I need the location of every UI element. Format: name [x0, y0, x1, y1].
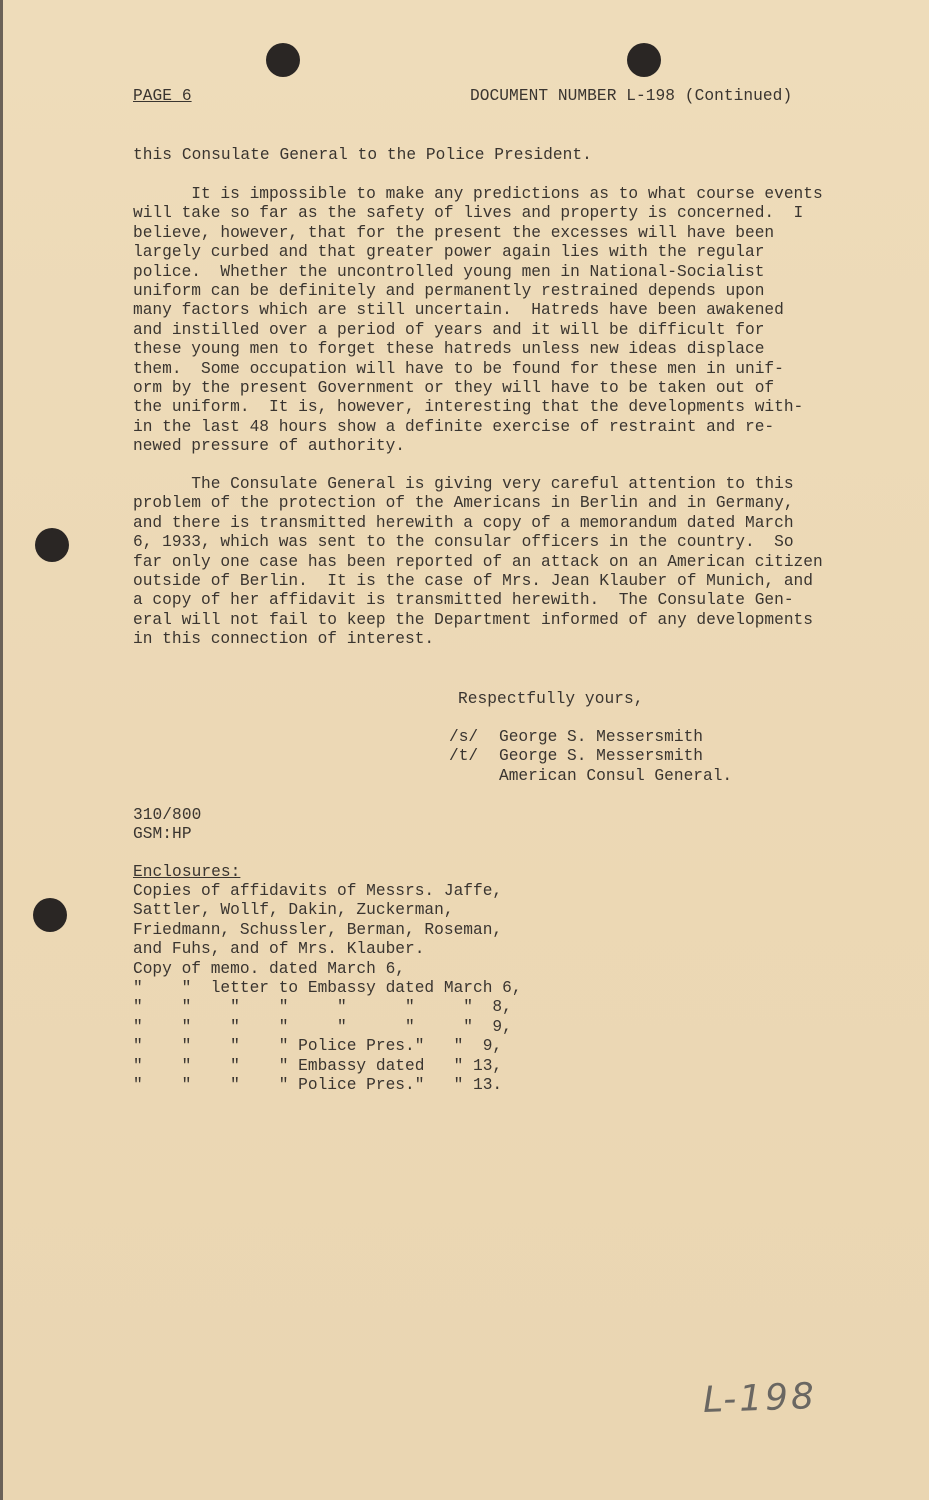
- punch-hole: [627, 43, 661, 77]
- text-line: outside of Berlin. It is the case of Mrs. Jean Klauber of Munich, and: [133, 571, 813, 590]
- enclosures-list: [133, 882, 522, 1095]
- signer-name-typed: George S. Messersmith: [499, 747, 703, 766]
- enclosure-item: Copies of affidavits of Messrs. Jaffe,: [133, 882, 503, 900]
- text-line: in this connection of interest.: [133, 630, 435, 649]
- enclosure-item: " " " " " " " 8,: [133, 998, 512, 1017]
- text-line: It is impossible to make any predictions as to what course events: [133, 185, 823, 203]
- signed-mark: /s/: [449, 728, 479, 746]
- text-line: 6, 1933, which was sent to the consular officers in the country. So: [133, 533, 794, 552]
- page-edge: [0, 0, 3, 1500]
- enclosure-item: " " " " Police Pres." " 9,: [133, 1037, 503, 1056]
- text-line: many factors which are still uncertain. Hatreds have been awakened: [133, 301, 784, 320]
- document-number: DOCUMENT NUMBER L-198 (Continued): [470, 87, 793, 105]
- signer-title: American Consul General.: [499, 766, 733, 785]
- enclosure-item: Sattler, Wollf, Dakin, Zuckerman,: [133, 901, 454, 920]
- text-line: will take so far as the safety of lives and property is concerned. I: [133, 204, 804, 223]
- enclosure-item: " " letter to Embassy dated March 6,: [133, 978, 522, 997]
- text-line: and instilled over a period of years and it will be difficult for: [133, 320, 765, 339]
- page-number: PAGE 6: [133, 87, 192, 105]
- enclosure-item: Copy of memo. dated March 6,: [133, 959, 405, 978]
- text-line: newed pressure of authority.: [133, 437, 405, 456]
- closing-salutation: Respectfully yours,: [458, 690, 644, 708]
- text-line: The Consulate General is giving very careful attention to this: [133, 475, 794, 493]
- typist-initials: GSM:HP: [133, 825, 192, 843]
- handwritten-annotation: L-198: [702, 1376, 818, 1421]
- typed-mark: /t/: [449, 747, 479, 766]
- text-line: police. Whether the uncontrolled young men in National-Socialist: [133, 262, 765, 281]
- enclosure-item: " " " " " " " 9,: [133, 1017, 512, 1036]
- enclosure-item: " " " " Embassy dated " 13,: [133, 1056, 503, 1075]
- file-number: 310/800: [133, 806, 202, 824]
- text-line: a copy of her affidavit is transmitted herewith. The Consulate Gen-: [133, 591, 794, 610]
- punch-hole: [266, 43, 300, 77]
- opening-line: this Consulate General to the Police President.: [133, 146, 592, 164]
- enclosure-item: Friedmann, Schussler, Berman, Roseman,: [133, 920, 503, 939]
- signature-block: [449, 728, 769, 788]
- enclosure-item: " " " " Police Pres." " 13.: [133, 1075, 503, 1094]
- paragraph-2: [133, 475, 823, 650]
- paragraph-1: [133, 185, 823, 456]
- text-line: them. Some occupation will have to be found for these men in unif-: [133, 359, 784, 378]
- signer-name: George S. Messersmith: [499, 728, 703, 746]
- signature-lines: [499, 728, 732, 786]
- signature-marks: [449, 728, 478, 767]
- enclosure-item: and Fuhs, and of Mrs. Klauber.: [133, 940, 425, 959]
- text-line: in the last 48 hours show a definite exercise of restraint and re-: [133, 417, 775, 436]
- text-line: problem of the protection of the Americans in Berlin and in Germany,: [133, 494, 794, 513]
- text-line: and there is transmitted herewith a copy of a memorandum dated March: [133, 513, 794, 532]
- text-line: uniform can be definitely and permanently restrained depends upon: [133, 281, 765, 300]
- text-line: orm by the present Government or they will have to be taken out of: [133, 378, 775, 397]
- punch-hole: [33, 898, 67, 932]
- text-line: largely curbed and that greater power again lies with the regular: [133, 243, 765, 262]
- enclosures-heading: Enclosures:: [133, 863, 241, 881]
- text-line: these young men to forget these hatreds unless new ideas displace: [133, 340, 765, 359]
- text-line: the uniform. It is, however, interesting that the developments with-: [133, 398, 804, 417]
- punch-hole: [35, 528, 69, 562]
- text-line: eral will not fail to keep the Department informed of any developments: [133, 610, 813, 629]
- text-line: far only one case has been reported of an attack on an American citizen: [133, 552, 823, 571]
- text-line: believe, however, that for the present the excesses will have been: [133, 223, 775, 242]
